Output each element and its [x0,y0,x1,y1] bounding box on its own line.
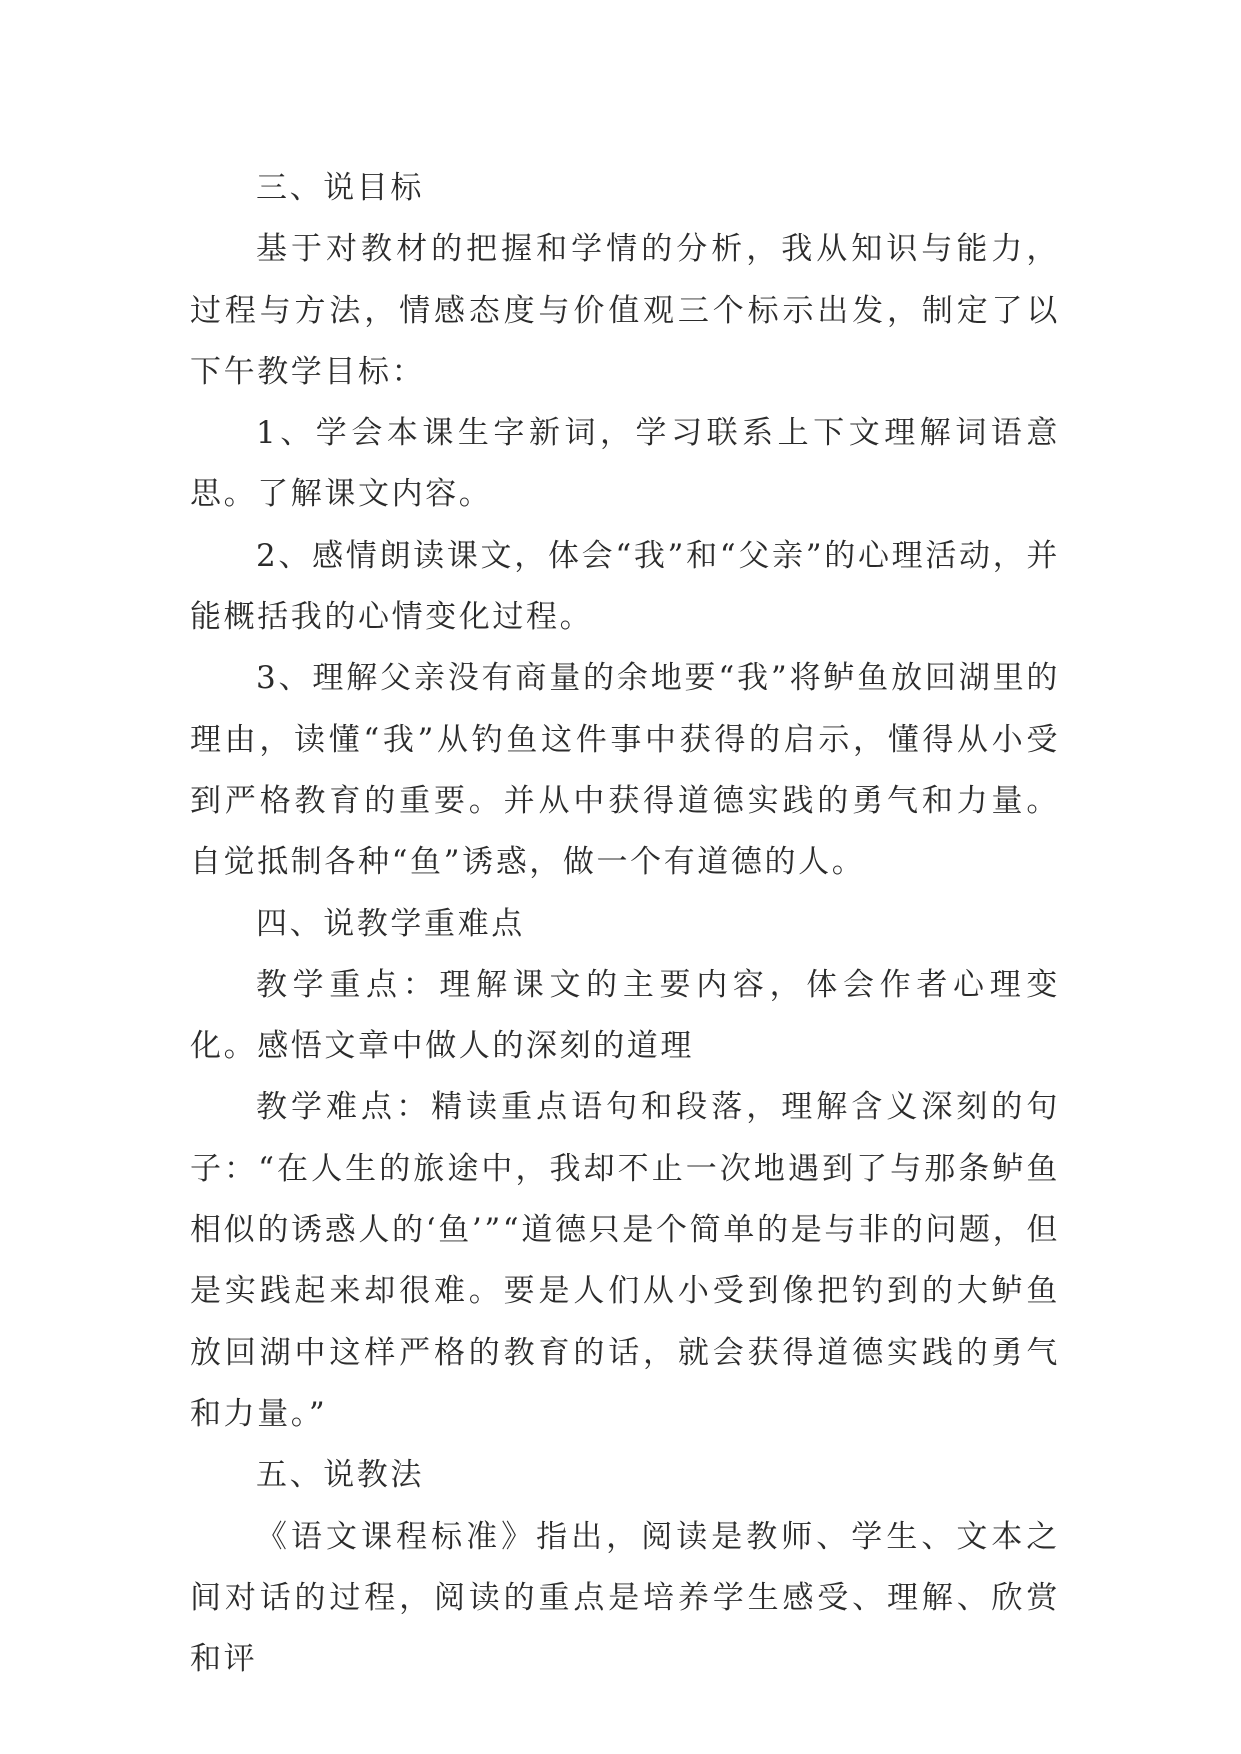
list-item-objective-1: 1、学会本课生字新词，学习联系上下文理解词语意思。了解课文内容。 [190,415,1060,513]
paragraph-teaching-focus: 教学重点：理解课文的主要内容，体会作者心理变化。感悟文章中做人的深刻的道理 [190,966,1060,1065]
list-item-objective-2: 2、感情朗读课文，体会“我”和“父亲”的心理活动，并能概括我的心情变化过程。 [190,537,1060,636]
document-body [190,158,1060,1690]
section-heading-teaching-method: 五、说教法 [256,1457,424,1494]
paragraph-teaching-difficulty: 教学难点：精读重点语句和段落，理解含义深刻的句子：“在人生的旅途中，我却不止一次地遇到了与那条鲈鱼相似的诱惑人的‘鱼’”“道德只是个简单的是与非的问题，但是实践起来却很难。要是人们从小受到像把钓到的大鲈鱼放回湖中这样严格的教育的话，就会获得道德实践的勇气和力量。” [190,1089,1060,1432]
section-heading-objectives: 三、说目标 [256,170,424,206]
paragraph-objectives-intro: 基于对教材的把握和学情的分析，我从知识与能力，过程与方法，情感态度与价值观三个标示出发，制定了以下午教学目标： [190,231,1060,390]
paragraph-curriculum-standard: 《语文课程标准》指出，阅读是教师、学生、文本之间对话的过程，阅读的重点是培养学生感受、理解、欣赏和评 [190,1518,1060,1678]
list-item-objective-3: 3、理解父亲没有商量的余地要“我”将鲈鱼放回湖里的理由，读懂“我”从钓鱼这件事中获得的启示，懂得从小受到严格教育的重要。并从中获得道德实践的勇气和力量。自觉抵制各种“鱼”诱惑，做一个有道德的人。 [190,660,1060,881]
section-heading-key-points: 四、说教学重难点 [256,905,525,942]
